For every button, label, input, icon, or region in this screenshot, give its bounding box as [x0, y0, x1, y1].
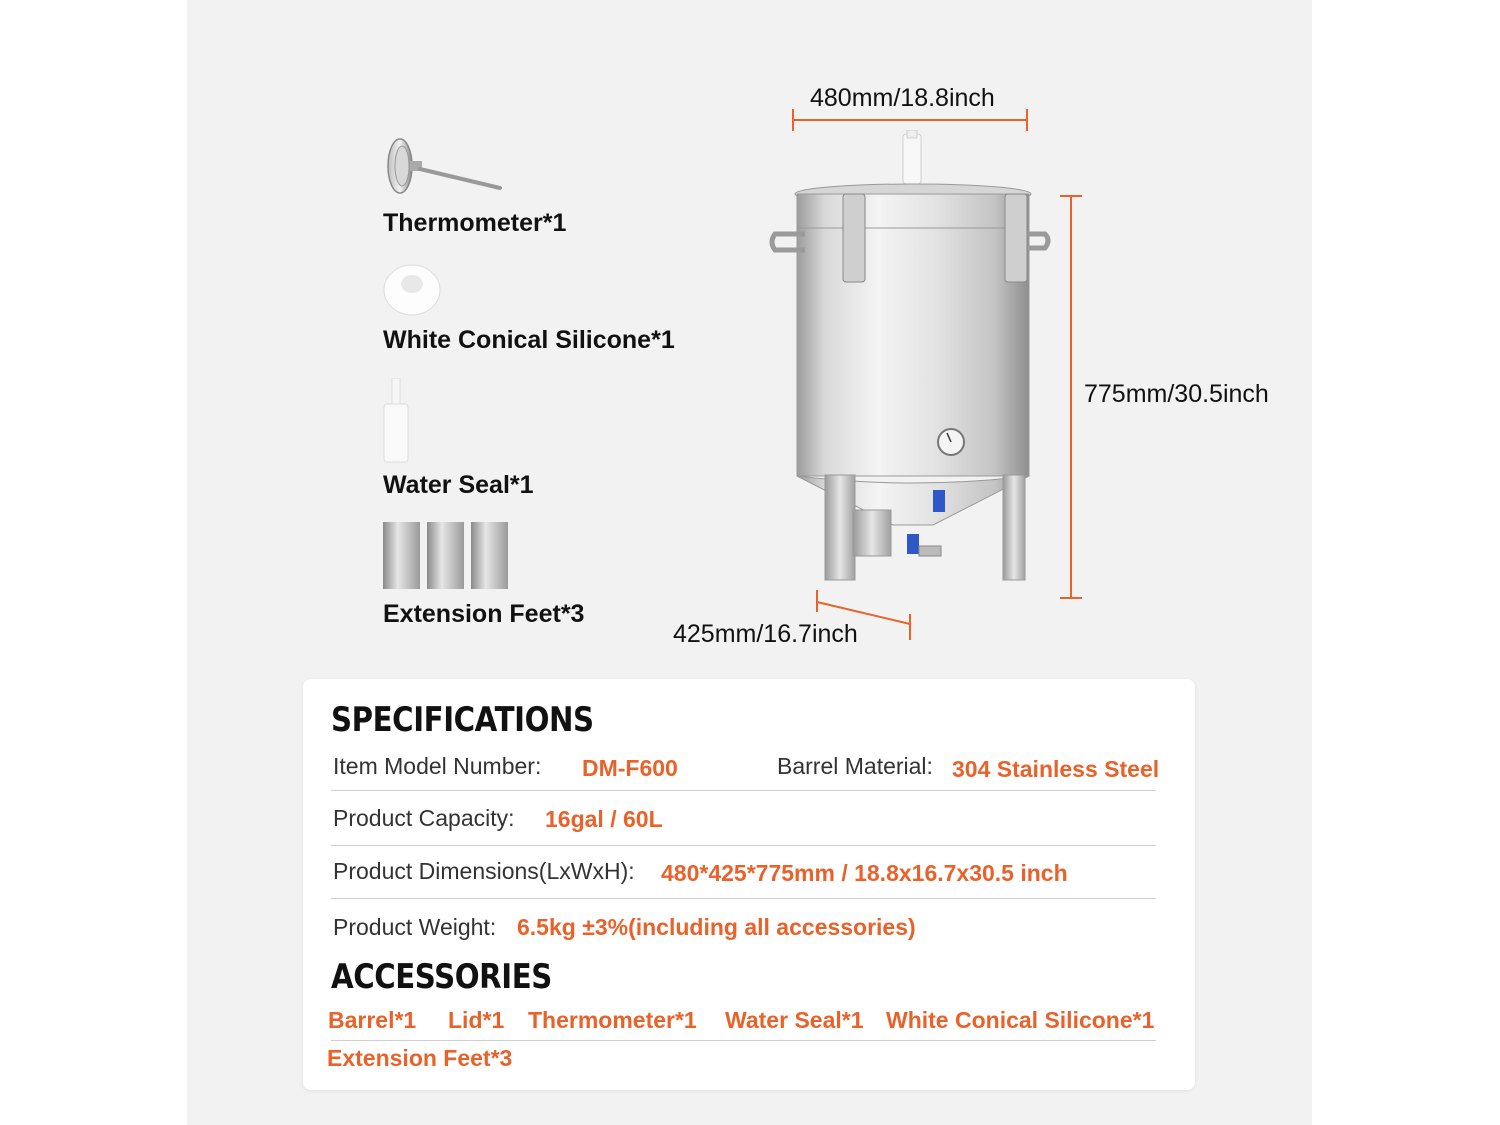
accessory-item: Thermometer*1 [528, 1007, 697, 1033]
accessory-item: Water Seal*1 [725, 1007, 864, 1033]
barrel-material-label: Barrel Material: [777, 753, 933, 779]
width-dimension-line [793, 119, 1027, 121]
capacity-value: 16gal / 60L [545, 806, 663, 832]
row-divider [331, 845, 1156, 846]
dimensions-value: 480*425*775mm / 18.8x16.7x30.5 inch [661, 860, 1068, 886]
width-dimension-tick-right [1026, 109, 1028, 131]
thermometer-icon [382, 136, 507, 198]
row-divider [331, 1040, 1156, 1041]
accessories-heading: ACCESSORIES [331, 957, 552, 997]
height-dimension-label: 775mm/30.5inch [1084, 380, 1269, 408]
accessory-item: Barrel*1 [328, 1007, 417, 1033]
height-dimension-line [1070, 195, 1072, 598]
dimensions-label: Product Dimensions(LxWxH): [333, 858, 635, 884]
silicone-icon [382, 260, 442, 316]
capacity-label: Product Capacity: [333, 805, 515, 831]
water-seal-icon [382, 378, 412, 466]
water-seal-label: Water Seal*1 [383, 471, 534, 499]
accessory-item: Extension Feet*3 [327, 1045, 513, 1071]
accessory-item: White Conical Silicone*1 [886, 1007, 1155, 1033]
silicone-label: White Conical Silicone*1 [383, 326, 675, 354]
row-divider [331, 790, 1156, 791]
height-dimension-tick-bottom [1060, 597, 1082, 599]
extension-feet-icon [382, 522, 510, 590]
accessory-item: Lid*1 [448, 1007, 505, 1033]
depth-dimension-label: 425mm/16.7inch [673, 620, 858, 648]
height-dimension-tick-top [1060, 195, 1082, 197]
width-dimension-label: 480mm/18.8inch [810, 84, 995, 112]
extension-feet-label: Extension Feet*3 [383, 600, 585, 628]
row-divider [331, 898, 1156, 899]
model-number-value: DM-F600 [582, 755, 678, 781]
thermometer-label: Thermometer*1 [383, 209, 567, 237]
weight-value: 6.5kg ±3%(including all accessories) [517, 914, 916, 940]
width-dimension-tick-left [792, 109, 794, 131]
weight-label: Product Weight: [333, 914, 497, 940]
model-number-label: Item Model Number: [333, 753, 542, 779]
fermenter-image [765, 130, 1055, 600]
barrel-material-value: 304 Stainless Steel [952, 756, 1160, 782]
specifications-heading: SPECIFICATIONS [331, 700, 594, 740]
